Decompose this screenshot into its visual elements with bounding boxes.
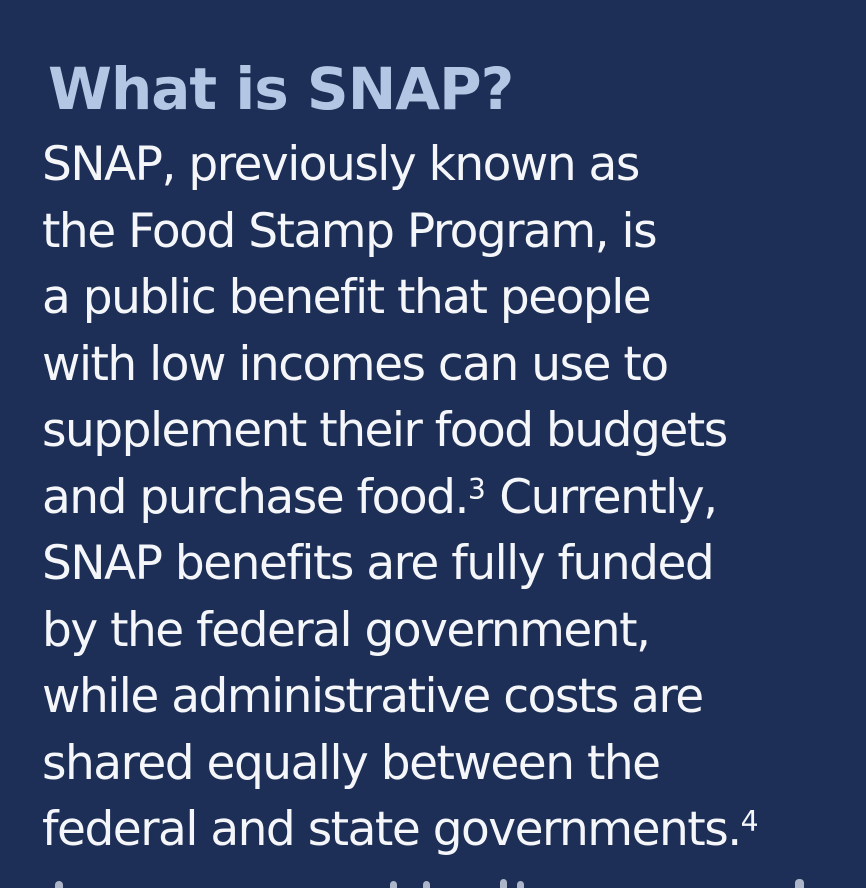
clipped-glyph-top	[423, 881, 430, 888]
clipped-glyph-top	[390, 881, 397, 888]
clipped-glyph-top	[55, 881, 63, 888]
body-line: supplement their food budgets	[42, 403, 727, 458]
body-line-text: Currently,	[485, 469, 717, 525]
footnote-marker: 4	[740, 805, 759, 838]
body-line: a public benefit that people	[42, 270, 651, 325]
footnote-marker: 3	[467, 472, 486, 506]
body-line: SNAP benefits are fully funded	[42, 536, 714, 591]
body-line: the Food Stamp Program, is	[42, 203, 657, 259]
clipped-glyph-top	[517, 881, 524, 888]
body-line-with-footnote	[42, 465, 866, 532]
body-paragraph	[42, 132, 866, 864]
clipped-glyph-top	[500, 879, 507, 888]
body-line: with low incomes can use to	[42, 336, 668, 392]
body-line: shared equally between the	[42, 735, 660, 791]
body-line: SNAP, previously known as	[42, 137, 639, 192]
body-line-with-footnote	[42, 797, 866, 864]
clipped-glyph-top	[795, 879, 804, 888]
body-line: while administrative costs are	[42, 669, 703, 724]
body-line: by the federal government,	[42, 602, 650, 658]
page-title: What is SNAP?	[48, 55, 514, 123]
body-line-text: and purchase food.	[42, 469, 468, 525]
body-line-text: federal and state governments.	[42, 802, 741, 857]
